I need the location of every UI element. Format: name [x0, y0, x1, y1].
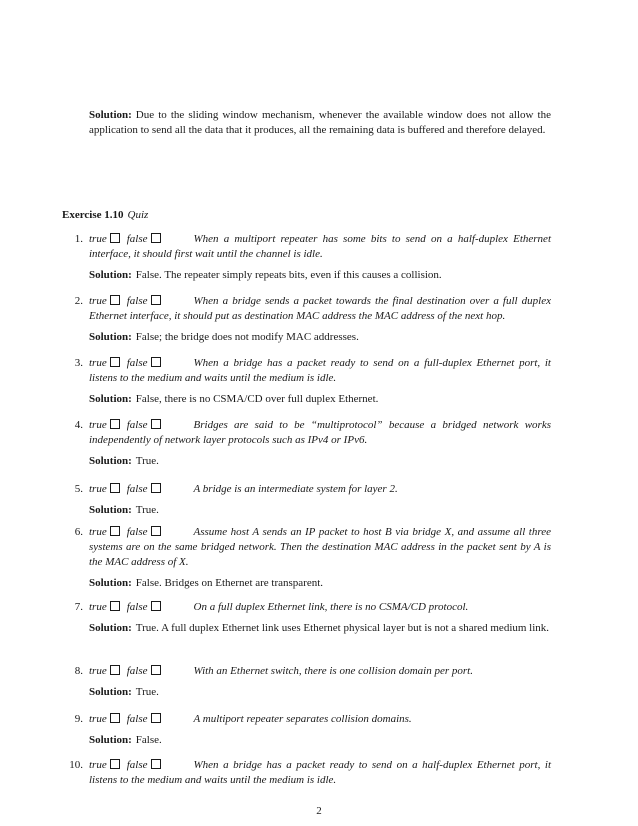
quiz-item [74, 482, 551, 518]
item-number: 5. [74, 483, 83, 495]
item-number: 10. [69, 759, 83, 771]
solution-label: Solution: [89, 331, 132, 343]
page-number: 2 [316, 805, 322, 817]
true-label: true [89, 713, 107, 725]
true-checkbox[interactable] [110, 665, 120, 675]
solution [89, 392, 551, 407]
solution-text: False. Bridges on Ethernet are transparent. [135, 577, 324, 589]
false-label: false [126, 357, 148, 369]
true-label: true [89, 233, 107, 245]
solution-text: True. [135, 504, 159, 516]
exercise-heading [62, 208, 148, 223]
solution-text: Due to the sliding window mechanism, whenever the available window does not allow the application to send all the data that it produces, all the remaining data is buffered and therefore delayed. [89, 109, 551, 136]
true-label: true [89, 665, 107, 677]
false-label: false [126, 713, 148, 725]
solution [89, 733, 551, 748]
quiz-item [74, 600, 551, 636]
solution [89, 576, 551, 591]
solution [89, 503, 551, 518]
solution-label: Solution: [89, 393, 132, 405]
false-label: false [126, 526, 148, 538]
item-number: 3. [74, 357, 83, 369]
question [89, 482, 551, 497]
intro-solution [89, 108, 551, 138]
false-checkbox[interactable] [151, 419, 161, 429]
false-label: false [126, 419, 148, 431]
solution-text: False. The repeater simply repeats bits, even if this causes a collision. [135, 269, 442, 281]
solution-label: Solution: [89, 577, 132, 589]
solution [89, 454, 551, 469]
question [89, 712, 551, 727]
false-checkbox[interactable] [151, 601, 161, 611]
solution-label: Solution: [89, 622, 132, 634]
true-checkbox[interactable] [110, 357, 120, 367]
solution-text: True. [135, 686, 159, 698]
solution-label: Solution: [89, 504, 132, 516]
true-checkbox[interactable] [110, 483, 120, 493]
true-checkbox[interactable] [110, 419, 120, 429]
quiz-item [69, 758, 551, 788]
true-label: true [89, 357, 107, 369]
solution-text: False; the bridge does not modify MAC addresses. [135, 331, 359, 343]
question [89, 525, 551, 570]
question-text: A multiport repeater separates collision domains. [193, 713, 412, 725]
solution-text: False, there is no CSMA/CD over full duplex Ethernet. [135, 393, 379, 405]
quiz-item [74, 418, 551, 469]
question-text: On a full duplex Ethernet link, there is no CSMA/CD protocol. [193, 601, 469, 613]
false-checkbox[interactable] [151, 665, 161, 675]
exercise-number: Exercise 1.10 [62, 209, 124, 221]
solution-label: Solution: [89, 686, 132, 698]
true-checkbox[interactable] [110, 295, 120, 305]
false-checkbox[interactable] [151, 357, 161, 367]
solution-text: False. [135, 734, 162, 746]
solution-text: True. [135, 455, 159, 467]
solution-label: Solution: [89, 734, 132, 746]
item-number: 1. [74, 233, 83, 245]
true-checkbox[interactable] [110, 233, 120, 243]
item-number: 6. [74, 526, 83, 538]
quiz-item [74, 294, 551, 345]
false-checkbox[interactable] [151, 295, 161, 305]
question-text: When a bridge has a packet ready to send on a half-duplex Ethernet port, it listens to the medium and waits until the medium is idle. [89, 759, 551, 786]
question [89, 294, 551, 324]
solution [89, 685, 551, 700]
question-text: When a multiport repeater has some bits to send on a half-duplex Ethernet interface, it should first wait until the channel is idle. [89, 233, 551, 260]
false-checkbox[interactable] [151, 483, 161, 493]
quiz-item [74, 525, 551, 591]
quiz-item [74, 712, 551, 748]
false-checkbox[interactable] [151, 526, 161, 536]
false-label: false [126, 295, 148, 307]
solution-text: True. A full duplex Ethernet link uses Ethernet physical layer but is not a shared medium link. [135, 622, 550, 634]
question [89, 356, 551, 386]
question [89, 418, 551, 448]
solution [89, 621, 551, 636]
true-checkbox[interactable] [110, 601, 120, 611]
question-text: When a bridge sends a packet towards the final destination over a full duplex Ethernet interface, it should put as destination MAC address the MAC address of the next hop. [89, 295, 551, 322]
question-text: When a bridge has a packet ready to send on a full-duplex Ethernet port, it listens to the medium and waits until the medium is idle. [89, 357, 551, 384]
question-text: With an Ethernet switch, there is one collision domain per port. [193, 665, 473, 677]
false-label: false [126, 483, 148, 495]
solution-label: Solution: [89, 269, 132, 281]
question [89, 600, 551, 615]
true-checkbox[interactable] [110, 526, 120, 536]
true-checkbox[interactable] [110, 713, 120, 723]
question-text: Bridges are said to be “multiprotocol” because a bridged network works independently of network layer protocols such as IPv4 or IPv6. [89, 419, 551, 446]
question [89, 758, 551, 788]
quiz-item [74, 232, 551, 283]
true-label: true [89, 295, 107, 307]
question [89, 664, 551, 679]
item-number: 4. [74, 419, 83, 431]
false-checkbox[interactable] [151, 233, 161, 243]
false-label: false [126, 601, 148, 613]
false-checkbox[interactable] [151, 713, 161, 723]
true-label: true [89, 526, 107, 538]
false-checkbox[interactable] [151, 759, 161, 769]
false-label: false [126, 233, 148, 245]
false-label: false [126, 759, 148, 771]
true-checkbox[interactable] [110, 759, 120, 769]
item-number: 2. [74, 295, 83, 307]
solution-label: Solution: [89, 455, 132, 467]
true-label: true [89, 759, 107, 771]
question-text: A bridge is an intermediate system for layer 2. [193, 483, 398, 495]
item-number: 8. [74, 665, 83, 677]
true-label: true [89, 419, 107, 431]
item-number: 9. [74, 713, 83, 725]
true-label: true [89, 601, 107, 613]
quiz-item [74, 356, 551, 407]
solution [89, 330, 551, 345]
question-text: Assume host A sends an IP packet to host B via bridge X, and assume all three systems are on the same bridged network. Then the destination MAC address in the packet sent by A is the MAC address of X. [89, 526, 551, 568]
false-label: false [126, 665, 148, 677]
question [89, 232, 551, 262]
solution-label: Solution: [89, 109, 132, 121]
solution [89, 268, 551, 283]
item-number: 7. [74, 601, 83, 613]
true-label: true [89, 483, 107, 495]
exercise-title: Quiz [127, 209, 149, 221]
quiz-item [74, 664, 551, 700]
